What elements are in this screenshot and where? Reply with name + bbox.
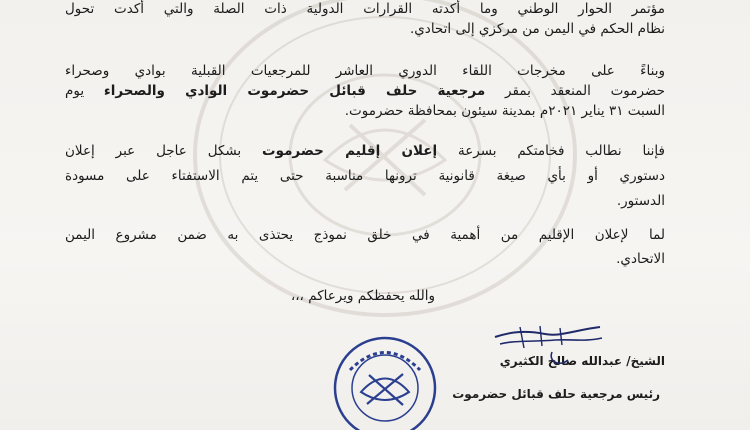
basis-line-1: وبناءً على مخرجات اللقاء الدوري العاشر للمرجعيات القبلية بوادي وصحراء xyxy=(65,63,665,79)
basis-line-3: السبت ٣١ يناير ٢٠٢١م بمدينة سيئون بمحافظة حضرموت. xyxy=(344,103,665,119)
signatory-title: رئيس مرجعية حلف قبائل حضرموت xyxy=(452,387,660,401)
signature-icon xyxy=(490,312,610,372)
official-stamp-icon xyxy=(325,330,445,430)
reason-line-2: الاتحادي. xyxy=(616,251,665,267)
basis-line-2-bold: مرجعية حلف قبائل حضرموت الوادي والصحراء xyxy=(103,83,486,99)
reason-line-1: لما لإعلان الإقليم من أهمية في خلق نموذج يحتذى به ضمن مشروع اليمن xyxy=(65,227,665,243)
demand-line-1-pre: فإننا نطالب فخامتكم بسرعة xyxy=(437,143,665,159)
demand-line-1-post: بشكل عاجل عبر إعلان xyxy=(65,143,263,159)
demand-line-1 xyxy=(65,141,665,161)
intro-line-2: نظام الحكم في اليمن من مركزي إلى اتحادي. xyxy=(409,21,665,37)
basis-line-2-post: يوم xyxy=(65,83,104,99)
signatory-name: الشيخ/ عبدالله صالح الكثيري xyxy=(499,354,665,368)
demand-line-1-bold: إعلان إقليم حضرموت xyxy=(262,143,438,159)
demand-line-2: دستوري أو بأي صيغة قانونية ترونها مناسبة حتى يتم الاستفتاء على مسودة xyxy=(65,168,665,184)
basis-line-2-pre: حضرموت المنعقد بمقر xyxy=(485,83,665,99)
intro-line-1: مؤتمر الحوار الوطني وما أكدته القرارات الدولية ذات الصلة والتي أكدت تحول xyxy=(65,1,665,17)
basis-line-2 xyxy=(65,81,665,101)
demand-line-3: الدستور. xyxy=(616,193,665,209)
closing-line: والله يحفظكم ويرعاكم ،،، xyxy=(290,288,435,304)
